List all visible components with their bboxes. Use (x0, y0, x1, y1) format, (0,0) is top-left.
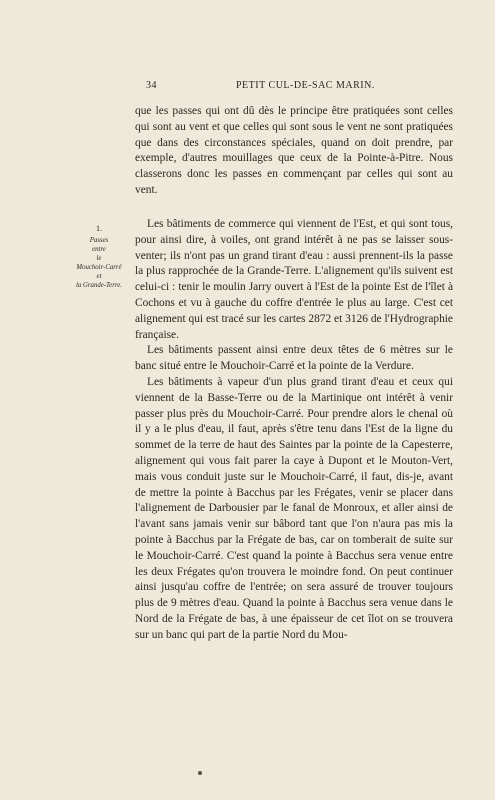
margin-note-line: Mouchoir-Carré (76, 264, 122, 271)
body-paragraph: Les bâtiments à vapeur d'un plus grand tirant d'eau et ceux qui viennent de la Basse-Terre ou de la Martinique ont intérêt à venir passer plus près du Mouchoir-Carré. Pour prendre alors le chenal où il y a le plus d'eau, il faut, après s'être tenu dans l'Est de la ligne du sommet de la terre de haut des Saintes par la pointe de la Capesterre, alignement qui vous fait parer la caye à Dupont et le Mouton-Vert, mais vous conduit juste sur le Mouchoir-Carré, il faut, dis-je, avant de mettre la pointe à Bacchus par les Frégates, venir se placer dans l'alignement de Darbousier par le fanal de Monroux, et aller ainsi de l'avant sans jamais venir sur bâbord tant que l'on n'aura pas mis la pointe à Bacchus par la Frégate de bas, car on tomberait de suite sur le Mouchoir-Carré. C'est quand la pointe à Bacchus sera venue entre les deux Frégates qu'on trouvera le moindre fond. On peut continuer ainsi jusqu'au coffre de l'entrée; on sera assuré de trouver toujours plus de 9 mètres d'eau. Quand la pointe à Bacchus sera venue dans le Nord de la Frégate de bas, à une épaisseur de cet îlot on se trouvera sur un banc qui part de la partie Nord du Mou- (135, 375, 453, 641)
margin-note-line: la Grande-Terre. (76, 282, 122, 289)
intro-paragraph (135, 104, 453, 199)
body-paragraph: Les bâtiments de commerce qui viennent de l'Est, et qui sont tous, pour ainsi dire, à voiles, ont grand intérêt à ne pas se laisser sous-venter; ils n'ont pas un grand tirant d'eau : aussi prennent-ils la passe la plus rapprochée de la Grande-Terre. L'alignement qu'ils suivent est celui-ci : tenir le moulin Jarry ouvert à l'Est de la pointe Est de l'îlet à Cochons et vu à gauche du coffre d'entrée le plus au large. C'est cet alignement qui est tracé sur les cartes 2872 et 3126 de l'Hydrographie française. (135, 218, 453, 341)
margin-note-line: Passes (89, 237, 109, 244)
margin-note-line: et (96, 273, 102, 280)
ink-spot (198, 771, 202, 775)
body-paragraph: que les passes qui ont dû dès le principe être pratiquées sont celles qui sont au vent et que celles qui sont sous le vent ne sont pratiquées que dans des circonstances spéciales, quand on doit prendre, par exemple, d'autres mouillages que ceux de la Pointe-à-Pitre. Nous classerons donc les passes en commençant par celles qui sont au vent. (135, 105, 453, 196)
section-text (135, 217, 453, 644)
margin-note-line: entre (92, 246, 106, 253)
running-title: PETIT CUL-DE-SAC MARIN. (236, 80, 375, 91)
body-paragraph: Les bâtiments passent ainsi entre deux têtes de 6 mètres sur le banc situé entre le Mouchoir-Carré et la pointe de la Verdure. (135, 344, 453, 373)
margin-note (62, 224, 136, 290)
page-number: 34 (146, 80, 157, 91)
margin-note-line: le (96, 255, 102, 262)
margin-note-number: 1. (96, 224, 102, 233)
page-header (0, 80, 495, 94)
